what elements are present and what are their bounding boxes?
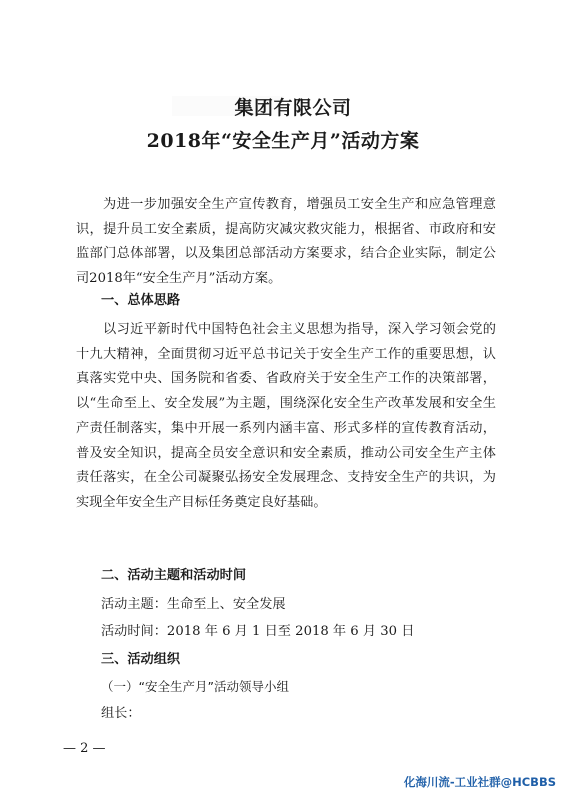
section-heading-3: 三、活动组织 bbox=[101, 652, 181, 667]
title-plan: 2018年“安全生产月”活动方案 bbox=[146, 130, 420, 152]
title-company: 集团有限公司 bbox=[234, 97, 352, 119]
activity-theme: 活动主题：生命至上、安全发展 bbox=[101, 597, 286, 612]
section-heading-2: 二、活动主题和活动时间 bbox=[101, 568, 247, 583]
activity-time: 活动时间：2018 年 6 月 1 日至 2018 年 6 月 30 日 bbox=[101, 624, 415, 639]
section-body-1: 以习近平新时代中国特色社会主义思想为指导，深入学习领会党的十九大精神，全面贯彻习近平总书记关于安全生产工作的重要思想，认真落实党中央、国务院和省委、省政府关于安全生产工作的决策部署，以“生命至上、安全发展”为主题，围绕深化安全生产改革发展和安全生产责任制落实，集中开展一系列内涵丰富、形式多样的宣传教育活动，普及安全知识，提高全员安全意识和安全素质，推动公司安全生产主体责任落实，在全公司凝聚弘扬安全发展理念、支持安全生产的共识，为实现全年安全生产目标任务奠定良好基础。 bbox=[76, 322, 496, 510]
leader-label: 组长： bbox=[101, 706, 141, 721]
section-heading-1: 一、总体思路 bbox=[101, 293, 181, 308]
intro-paragraph: 为进一步加强安全生产宣传教育，增强员工安全生产和应急管理意识，提升员工安全素质，提高防灾减灾救灾能力，根据省、市政府和安监部门总体部署，以及集团总部活动方案要求，结合企业实际，制定公司2018年“安全生产月”活动方案。 bbox=[76, 197, 496, 287]
page-number: — 2 — bbox=[63, 741, 106, 756]
subsection-heading: （一）“安全生产月”活动领导小组 bbox=[101, 679, 289, 694]
watermark-text: 化海川流-工业社群@HCBBS bbox=[403, 775, 556, 789]
